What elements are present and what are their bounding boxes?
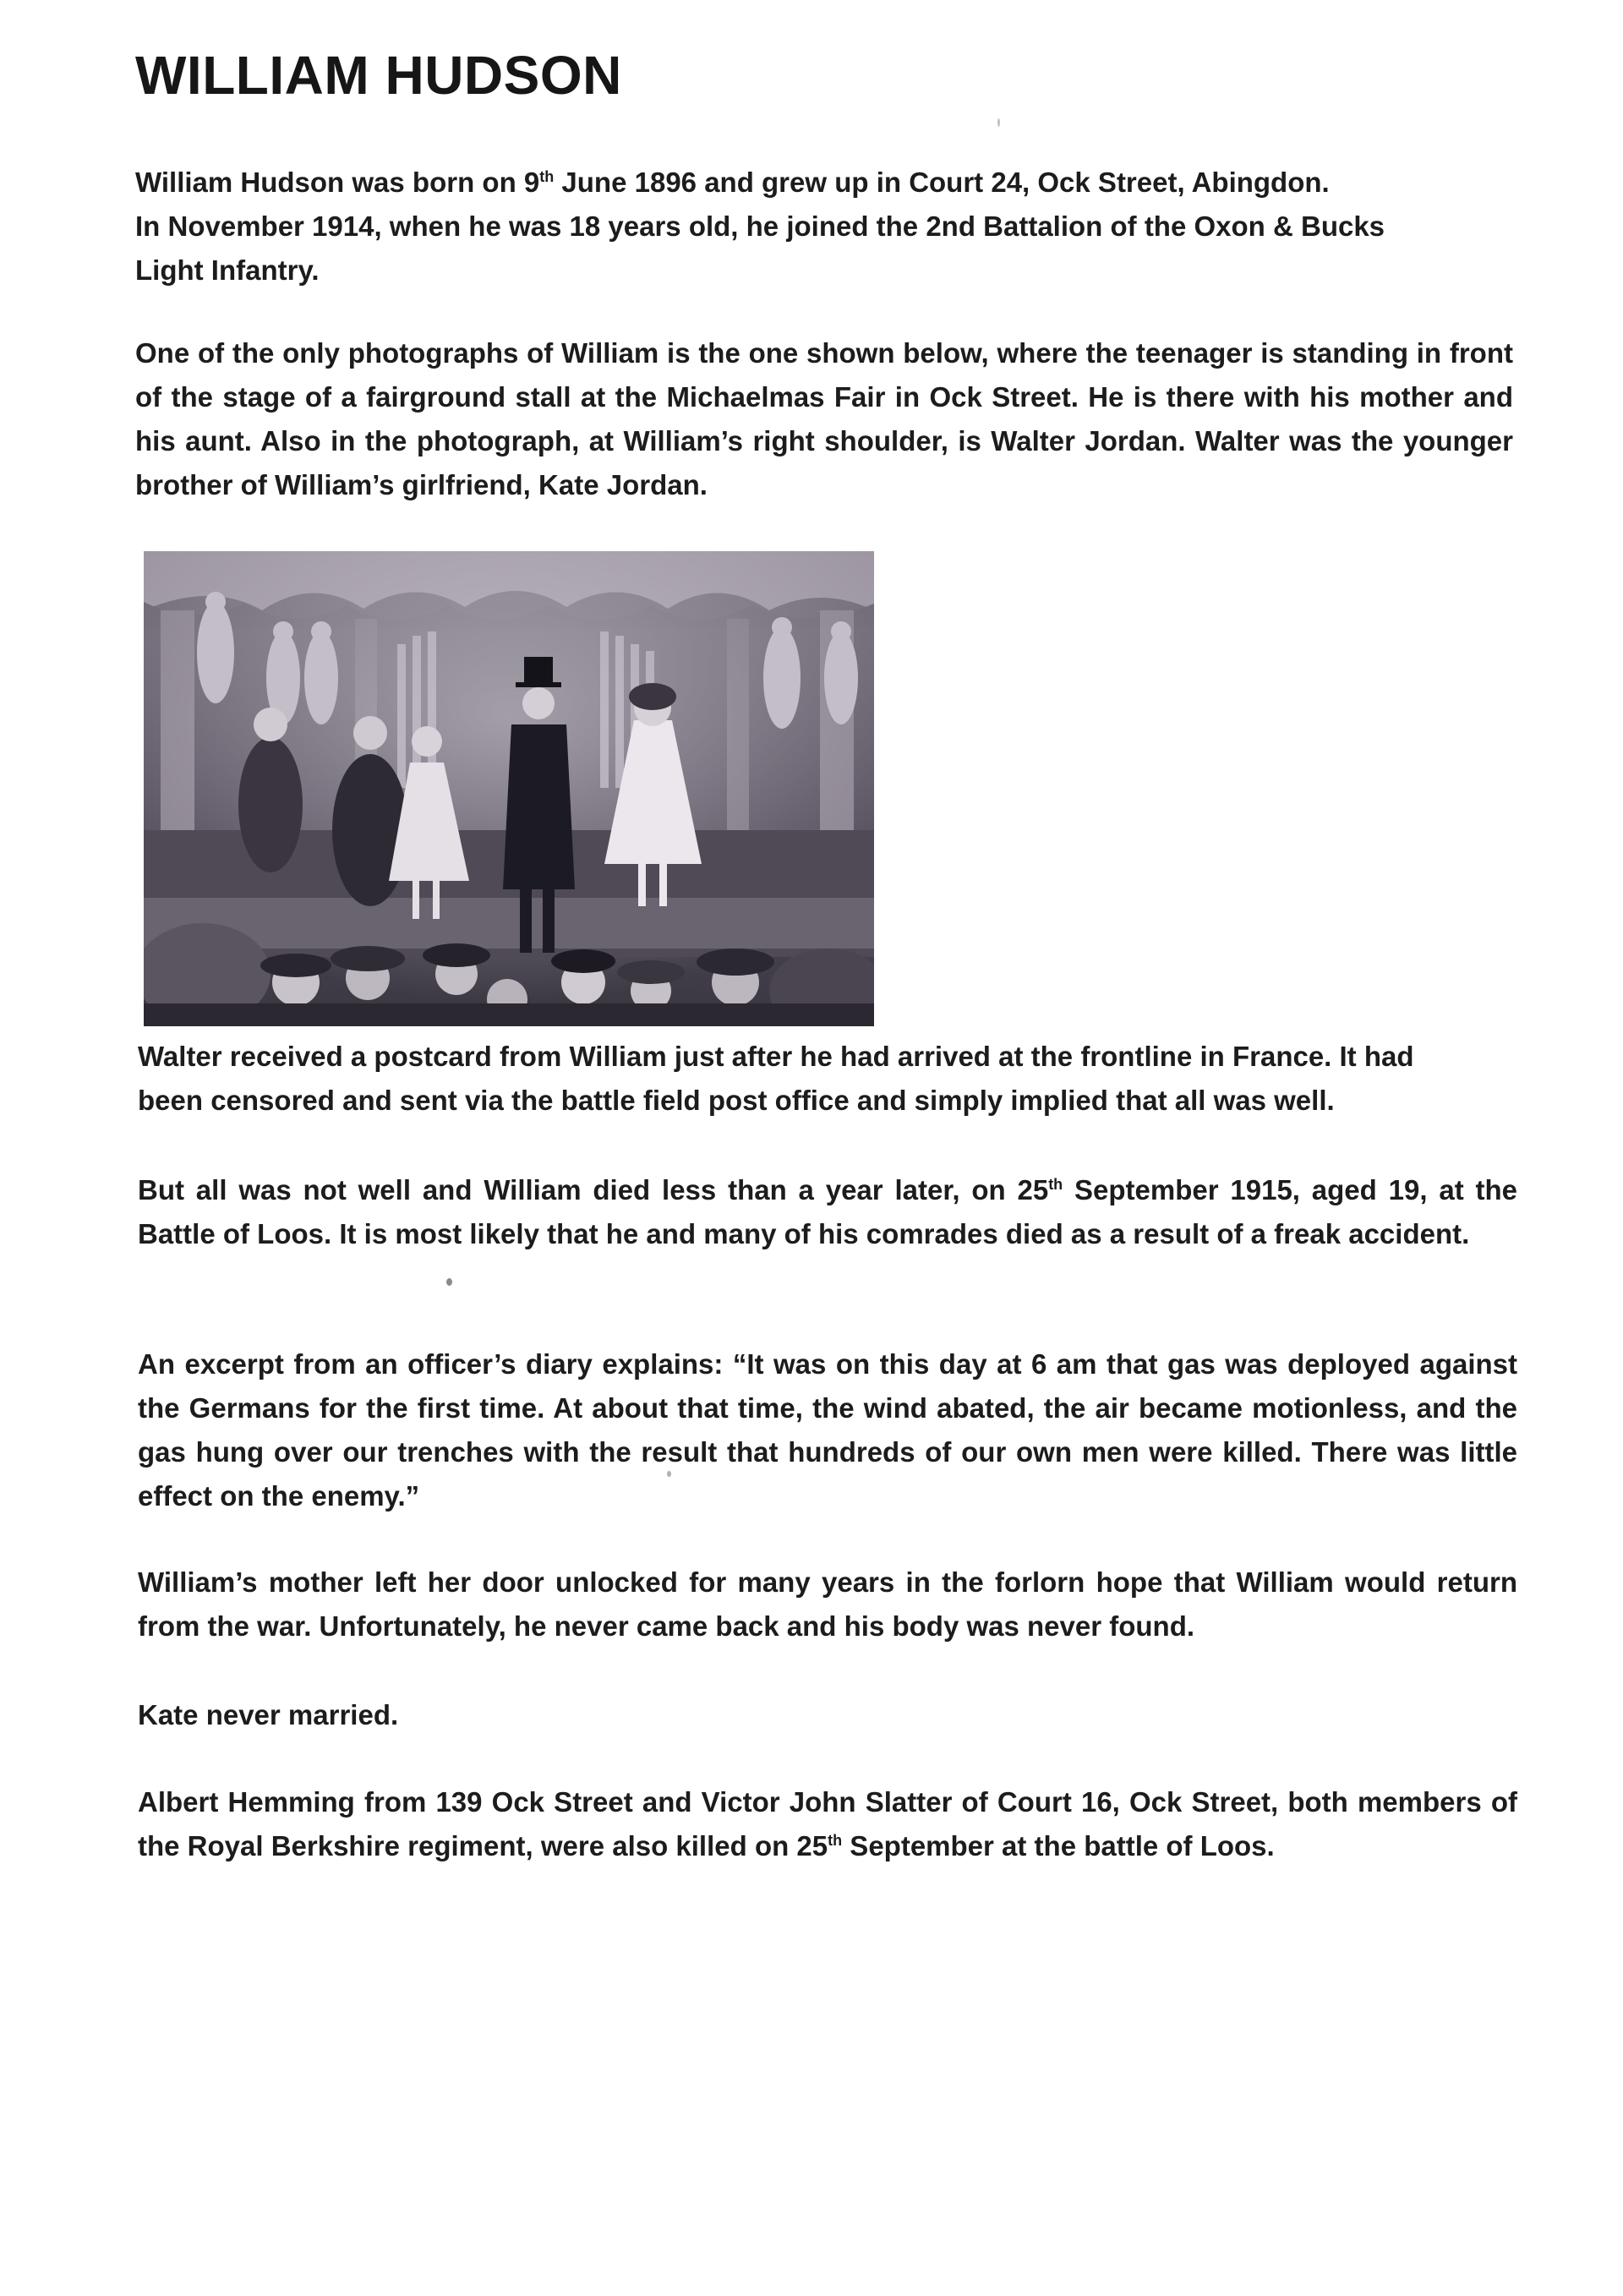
paragraph-postcard: Walter received a postcard from William just after he had arrived at the frontline in France. It had been censored and sent via the battle field post office and simply implied that all was well. <box>138 1041 1414 1116</box>
ordinal-suffix: th <box>539 168 555 185</box>
paragraph-text: June 1896 and grew up in Court 24, Ock Street, Abingdon. <box>554 167 1330 198</box>
paragraph-text: September 1915, aged 19, at the Battle of Loos. It is most likely that he and many of his comrades died as a result of a freak accident. <box>138 1174 1518 1249</box>
scan-speck <box>446 1278 452 1286</box>
paragraph-text: Albert Hemming from 139 Ock Street and Victor John Slatter of Court 16, Ock Street, both members of the Royal Berkshire regiment, were also killed on 25 <box>138 1786 1517 1861</box>
paragraph-text: In November 1914, when he was 18 years old, he joined the 2nd Battalion of the Oxon & Bucks Light Infantry. <box>135 210 1385 286</box>
ordinal-suffix: th <box>1048 1176 1063 1193</box>
ordinal-suffix: th <box>828 1832 843 1849</box>
scan-speck <box>997 118 1000 127</box>
paragraph-text: William Hudson was born on 9 <box>135 167 540 198</box>
fairground-photograph <box>144 551 874 1026</box>
paragraph-birth <box>135 161 1420 292</box>
scan-speck <box>667 1471 671 1477</box>
paragraph-diary-excerpt: An excerpt from an officer’s diary explains: “It was on this day at 6 am that gas was deployed against the Germans for the first time. At about that time, the wind abated, the air became motionless, and the gas hung over our trenches with the result that hundreds of our own men were killed. There was little effect on the enemy.” <box>138 1348 1517 1512</box>
paragraph-others-killed <box>138 1780 1517 1868</box>
paragraph-mother: William’s mother left her door unlocked for many years in the forlorn hope that William would return from the war. Unfortunately, he never came back and his body was never found. <box>138 1566 1517 1642</box>
page-title: WILLIAM HUDSON <box>135 45 622 106</box>
paragraph-text: September at the battle of Loos. <box>842 1830 1275 1861</box>
paragraph-kate: Kate never married. <box>138 1699 399 1730</box>
paragraph-photograph: One of the only photographs of William is the one shown below, where the teenager is standing in front of the stage of a fairground stall at the Michaelmas Fair in Ock Street. He is there with his mother and his aunt. Also in the photograph, at William’s right shoulder, is Walter Jordan. Walter was the younger brother of William’s girlfriend, Kate Jordan. <box>135 337 1513 500</box>
paragraph-text: But all was not well and William died less than a year later, on 25 <box>138 1174 1049 1205</box>
paragraph-death <box>138 1168 1517 1256</box>
